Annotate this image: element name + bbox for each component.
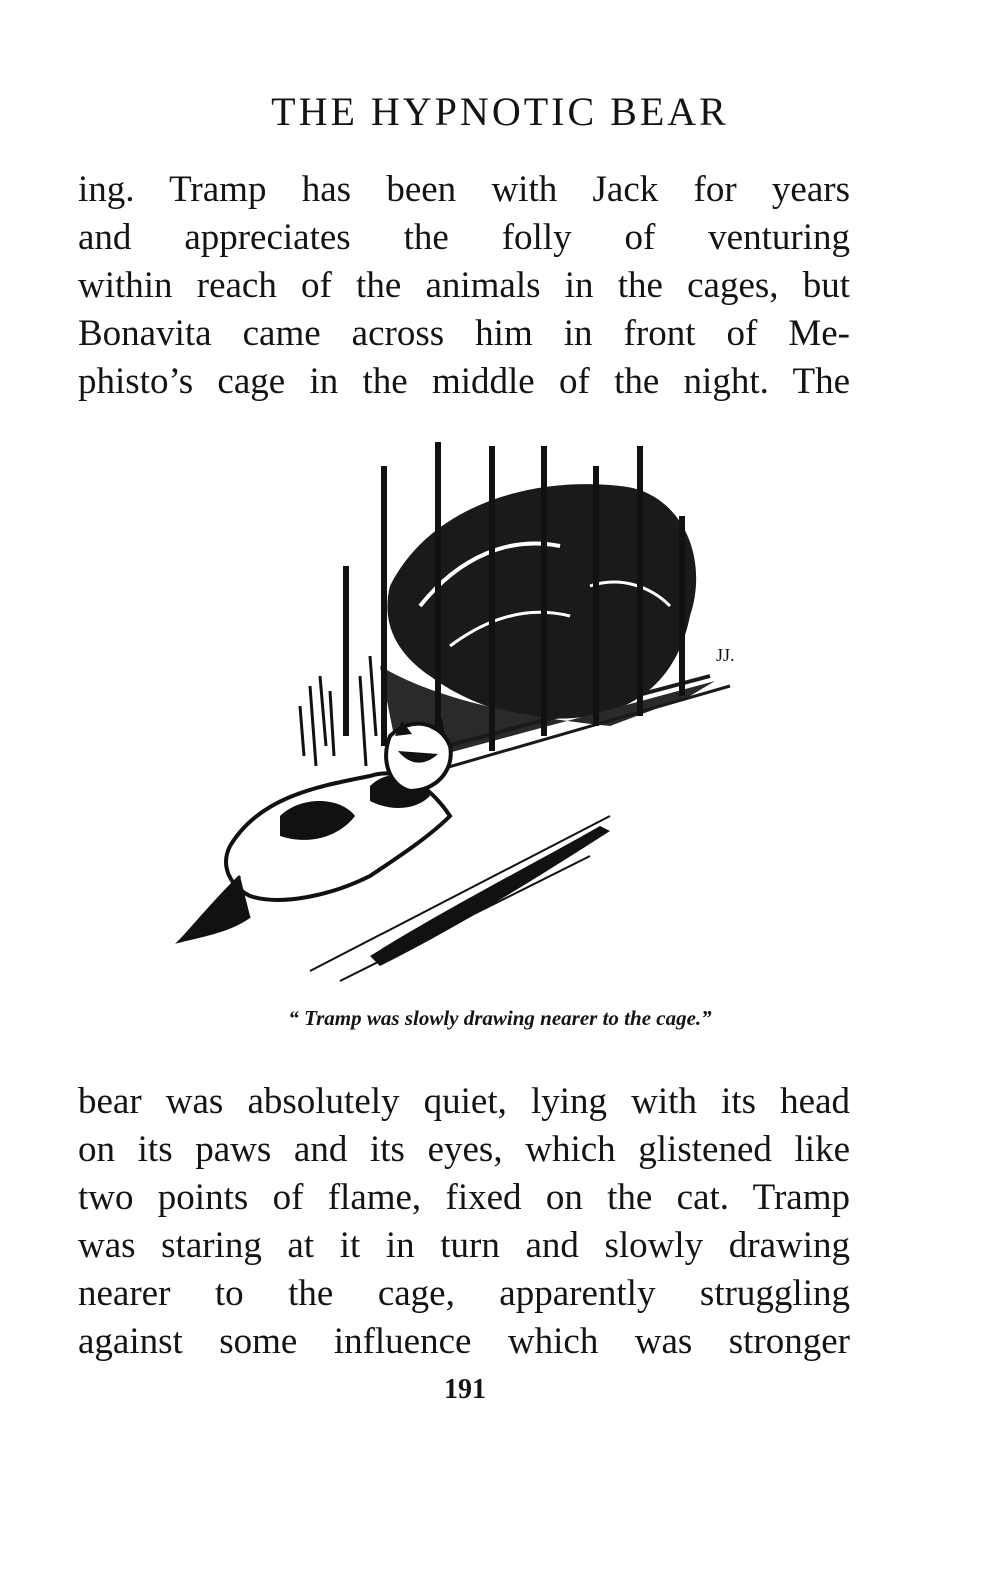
text-line: phisto’s cage in the middle of the night. The — [78, 361, 850, 402]
text-line: was staring at it in turn and slowly drawing — [78, 1225, 850, 1266]
cat-tail — [180, 876, 250, 941]
text-line: and appreciates the folly of venturing — [78, 217, 850, 258]
bear-and-cat-illustration — [170, 436, 790, 996]
illustration-caption: “ Tramp was slowly drawing nearer to the cage.” — [288, 1006, 712, 1030]
text-line: Bonavita came across him in front of Me- — [78, 313, 850, 354]
page-number: 191 — [444, 1374, 486, 1405]
grass-tufts — [300, 656, 376, 766]
text-line: on its paws and its eyes, which glistened like — [78, 1129, 850, 1170]
text-line: within reach of the animals in the cages, but — [78, 265, 850, 306]
running-header: THE HYPNOTIC BEAR — [271, 89, 729, 134]
text-line: bear was absolutely quiet, lying with its head — [78, 1081, 850, 1122]
text-line: ing. Tramp has been with Jack for years — [78, 169, 850, 210]
text-line: against some influence which was stronger — [78, 1321, 850, 1362]
text-line: nearer to the cage, apparently struggling — [78, 1273, 850, 1314]
artist-monogram: JJ. — [716, 645, 735, 665]
text-line: two points of flame, fixed on the cat. Tramp — [78, 1177, 850, 1218]
